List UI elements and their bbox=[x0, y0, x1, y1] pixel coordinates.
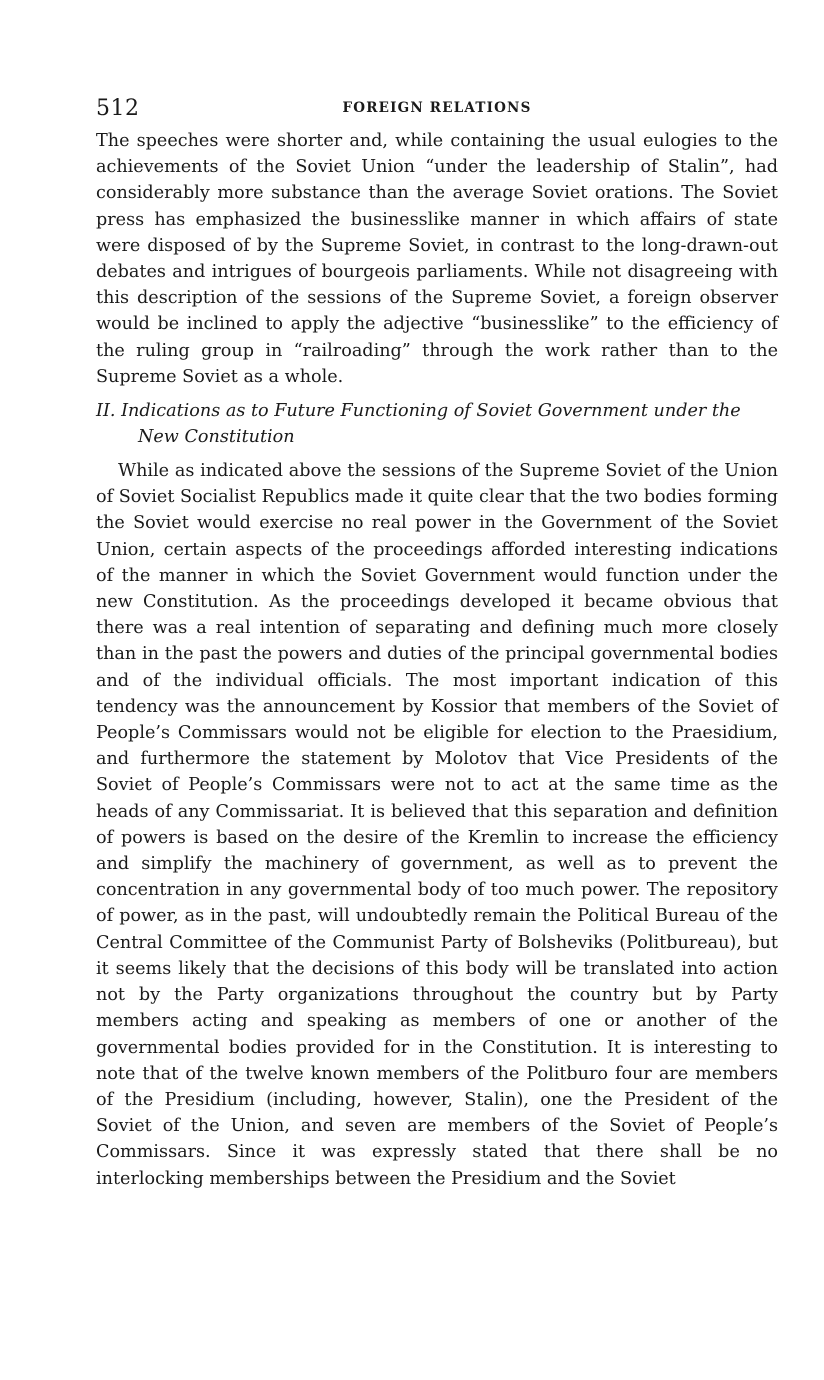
section-heading: II. Indications as to Future Functioning of Soviet Government under the New Constitution bbox=[96, 401, 741, 448]
body-paragraph-1: The speeches were shorter and, while containing the usual eulogies to the achievements of the Soviet Union “under the leadership of Stalin”, had considerably more substance than the average Soviet orations. The Soviet press has emphasized the businesslike manner in which affairs of state were disposed of by the Supreme Soviet, in contrast to the long-drawn-out debates and intrigues of bourgeois parliaments. While not disagreeing with this description of the sessions of the Supreme Soviet, a foreign observer would be inclined to apply the adjective “businesslike” to the efficiency of the ruling group in “railroading” through the work rather than to the Supreme Soviet as a whole. bbox=[96, 131, 778, 387]
running-head bbox=[96, 92, 778, 128]
running-title: FOREIGN RELATIONS bbox=[342, 100, 532, 116]
body-paragraph-2: While as indicated above the sessions of the Supreme Soviet of the Union of Soviet Socialist Republics made it quite clear that the two bodies forming the Soviet would exercise no real power in the Government of the Soviet Union, certain aspects of the proceedings afforded interesting indications of the manner in which the Soviet Government would function under the new Constitution. As the proceedings developed it became obvious that there was a real intention of separating and defining much more closely than in the past the powers and duties of the principal governmental bodies and of the individual officials. The most important indication of this tendency was the announcement by Kossior that members of the Soviet of People’s Commissars would not be eligible for election to the Praesidium, and furthermore the statement by Molotov that Vice Presidents of the Soviet of People’s Commissars were not to act at the same time as the heads of any Commissariat. It is believed that this separation and definition of powers is based on the desire of the Kremlin to increase the efficiency and simplify the machinery of government, as well as to prevent the concentration in any governmental body of too much power. The repository of power, as in the past, will undoubtedly remain the Political Bureau of the Central Committee of the Communist Party of Bolsheviks (Politbureau), but it seems likely that the decisions of this body will be translated into action not by the Party organizations throughout the country but by Party members acting and speaking as members of one or another of the governmental bodies provided for in the Constitution. It is interesting to note that of the twelve known members of the Politburo four are members of the Presidium (including, however, Stalin), one the President of the Soviet of the Union, and seven are members of the Soviet of People’s Commissars. Since it was expressly stated that there shall be no interlocking memberships between the Presidium and the Soviet bbox=[96, 461, 778, 1189]
document-page bbox=[96, 92, 778, 1192]
page-number: 512 bbox=[96, 96, 140, 121]
